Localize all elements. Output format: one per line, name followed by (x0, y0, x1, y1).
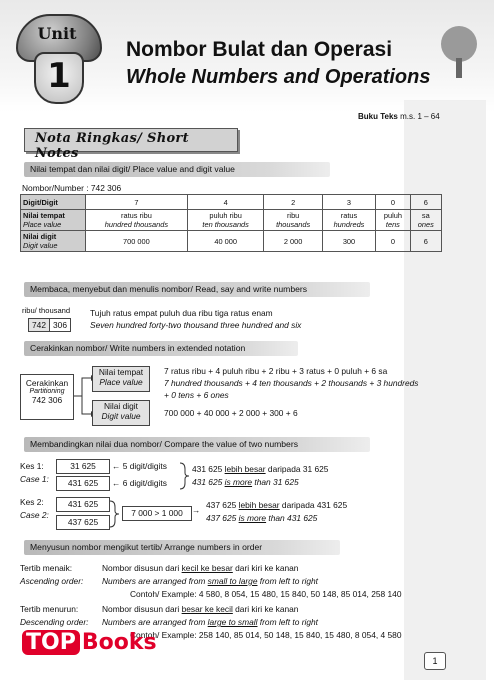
unit-number: 1 (47, 56, 71, 96)
descending-label-en: Descending order: (20, 617, 89, 627)
ascending-example: Contoh/ Example: 4 580, 8 054, 15 480, 15 840, 50 148, 85 014, 258 140 (130, 589, 402, 599)
partitioning-box (20, 374, 74, 420)
digit-value-box-label: Nilai digit (104, 401, 138, 411)
table-cell: ribu thousands (264, 210, 322, 231)
case1-conclusion-english: 431 625 is more than 31 625 (192, 477, 299, 487)
table-cell: 4 (187, 195, 264, 210)
section-heading-text: Menyusun nombor mengikut tertib/ Arrange numbers in order (30, 542, 263, 552)
brace-icon (178, 462, 190, 490)
notes-banner (24, 128, 238, 161)
section-heading-place-value (24, 162, 330, 177)
number-in-words-english: Seven hundred forty-two thousand three hundred and six (90, 320, 302, 330)
topbooks-logo (22, 630, 157, 655)
section-heading-extended-notation (24, 341, 298, 356)
ascending-label-en: Ascending order: (20, 576, 84, 586)
case1-label: Kes 1: (20, 461, 44, 471)
ones-part: 306 (49, 318, 71, 332)
title-malay: Nombor Bulat dan Operasi (126, 38, 393, 61)
descending-example: Contoh/ Example: 258 140, 85 014, 50 148, 15 840, 15 480, 8 054, 4 580 (130, 630, 402, 640)
tree-icon (436, 24, 482, 80)
case2-comparison: 7 000 > 1 000 (122, 506, 192, 521)
section-heading-compare (24, 437, 370, 452)
table-cell: 2 000 (264, 231, 322, 252)
case1-label-en: Case 1: (20, 474, 49, 484)
case1-digits-a: ← 5 digit/digits (112, 461, 167, 471)
table-cell: sa ones (410, 210, 441, 231)
section-heading-read-write (24, 282, 370, 297)
table-row (21, 210, 442, 231)
table-cell: puluh tens (376, 210, 410, 231)
section-heading-text: Nilai tempat dan nilai digit/ Place value and digit value (30, 164, 235, 174)
title-english: Whole Numbers and Operations (126, 66, 431, 88)
place-value-expansion-english: 7 hundred thousands + 4 ten thousands + 2 thousands + 3 hundreds (164, 378, 419, 388)
thousand-part: 742 (28, 318, 50, 332)
section-heading-text: Cerakinkan nombor/ Write numbers in extended notation (30, 343, 246, 353)
table-cell: ratus hundreds (322, 210, 375, 231)
case2-label-en: Case 2: (20, 510, 49, 520)
table-cell: 0 (376, 195, 410, 210)
ascending-label: Tertib menaik: (20, 563, 73, 573)
row-label: Nilai tempat Place value (21, 210, 86, 231)
table-row (21, 195, 442, 210)
digit-value-expansion: 700 000 + 40 000 + 2 000 + 300 + 6 (164, 408, 298, 418)
table-cell: 0 (376, 231, 410, 252)
table-cell: puluh ribu ten thousands (187, 210, 264, 231)
place-value-expansion-malay: 7 ratus ribu + 4 puluh ribu + 2 ribu + 3 ratus + 0 puluh + 6 sa (164, 366, 388, 376)
unit-badge (8, 10, 108, 106)
case2-conclusion-malay: 437 625 lebih besar daripada 431 625 (206, 500, 348, 510)
row-label: Digit/Digit (21, 195, 86, 210)
section-heading-text: Membandingkan nilai dua nombor/ Compare the value of two numbers (30, 439, 298, 449)
number-in-words-malay: Tujuh ratus empat puluh dua ribu tiga ratus enam (90, 308, 273, 318)
case1-conclusion-malay: 431 625 lebih besar daripada 31 625 (192, 464, 329, 474)
table-cell: 3 (322, 195, 375, 210)
digit-value-box (92, 400, 150, 426)
arrow-icon: → (192, 505, 201, 515)
right-column-shade (404, 100, 486, 680)
digit-value-box-label-en: Digit value (101, 411, 141, 421)
case2-label: Kes 2: (20, 497, 44, 507)
table-cell: 700 000 (86, 231, 188, 252)
logo-part-top: TOP (22, 630, 80, 655)
partitioning-label-en: Partitioning (29, 388, 65, 395)
ascending-rule-malay: Nombor disusun dari kecil ke besar dari kiri ke kanan (102, 563, 299, 573)
case2-conclusion-english: 437 625 is more than 431 625 (206, 513, 318, 523)
place-value-box-label: Nilai tempat (98, 367, 144, 377)
textbook-label: Buku Teks (358, 112, 398, 121)
place-value-box-label-en: Place value (99, 377, 143, 387)
table-cell: ratus ribu hundred thousands (86, 210, 188, 231)
section-heading-text: Membaca, menyebut dan menulis nombor/ Read, say and write numbers (30, 284, 308, 294)
descending-rule-english: Numbers are arranged from large to small from left to right (102, 617, 318, 627)
thousand-label: ribu/ thousand (22, 306, 71, 315)
notes-banner-label: Nota Ringkas/ Short Notes (35, 131, 189, 161)
partitioning-number: 742 306 (31, 395, 63, 405)
unit-word: Unit (37, 24, 77, 43)
table-cell: 6 (410, 195, 441, 210)
textbook-reference (358, 112, 440, 121)
case2-number-a: 431 625 (56, 497, 110, 512)
descending-label: Tertib menurun: (20, 604, 79, 614)
row-label: Nilai digit Digit value (21, 231, 86, 252)
logo-part-books: Books (81, 630, 157, 655)
table-cell: 7 (86, 195, 188, 210)
table-cell: 300 (322, 231, 375, 252)
table-row (21, 231, 442, 252)
table-cell: 40 000 (187, 231, 264, 252)
case1-number-a: 31 625 (56, 459, 110, 474)
case1-number-b: 431 625 (56, 476, 110, 491)
place-value-box (92, 366, 150, 392)
number-statement: Nombor/Number : 742 306 (22, 183, 122, 193)
brace-icon (108, 500, 120, 528)
case1-digits-b: ← 6 digit/digits (112, 478, 167, 488)
descending-rule-malay: Nombor disusun dari besar ke kecil dari kiri ke kanan (102, 604, 299, 614)
textbook-pages: m.s. 1 – 64 (400, 112, 440, 121)
table-cell: 6 (410, 231, 441, 252)
place-value-table (20, 194, 442, 252)
partitioning-label: Cerakinkan (25, 378, 69, 388)
table-cell: 2 (264, 195, 322, 210)
section-heading-order (24, 540, 340, 555)
ascending-rule-english: Numbers are arranged from small to large from left to right (102, 576, 318, 586)
page-number: 1 (424, 652, 446, 670)
case2-number-b: 437 625 (56, 515, 110, 530)
place-value-expansion-english-cont: + 0 tens + 6 ones (164, 390, 229, 400)
